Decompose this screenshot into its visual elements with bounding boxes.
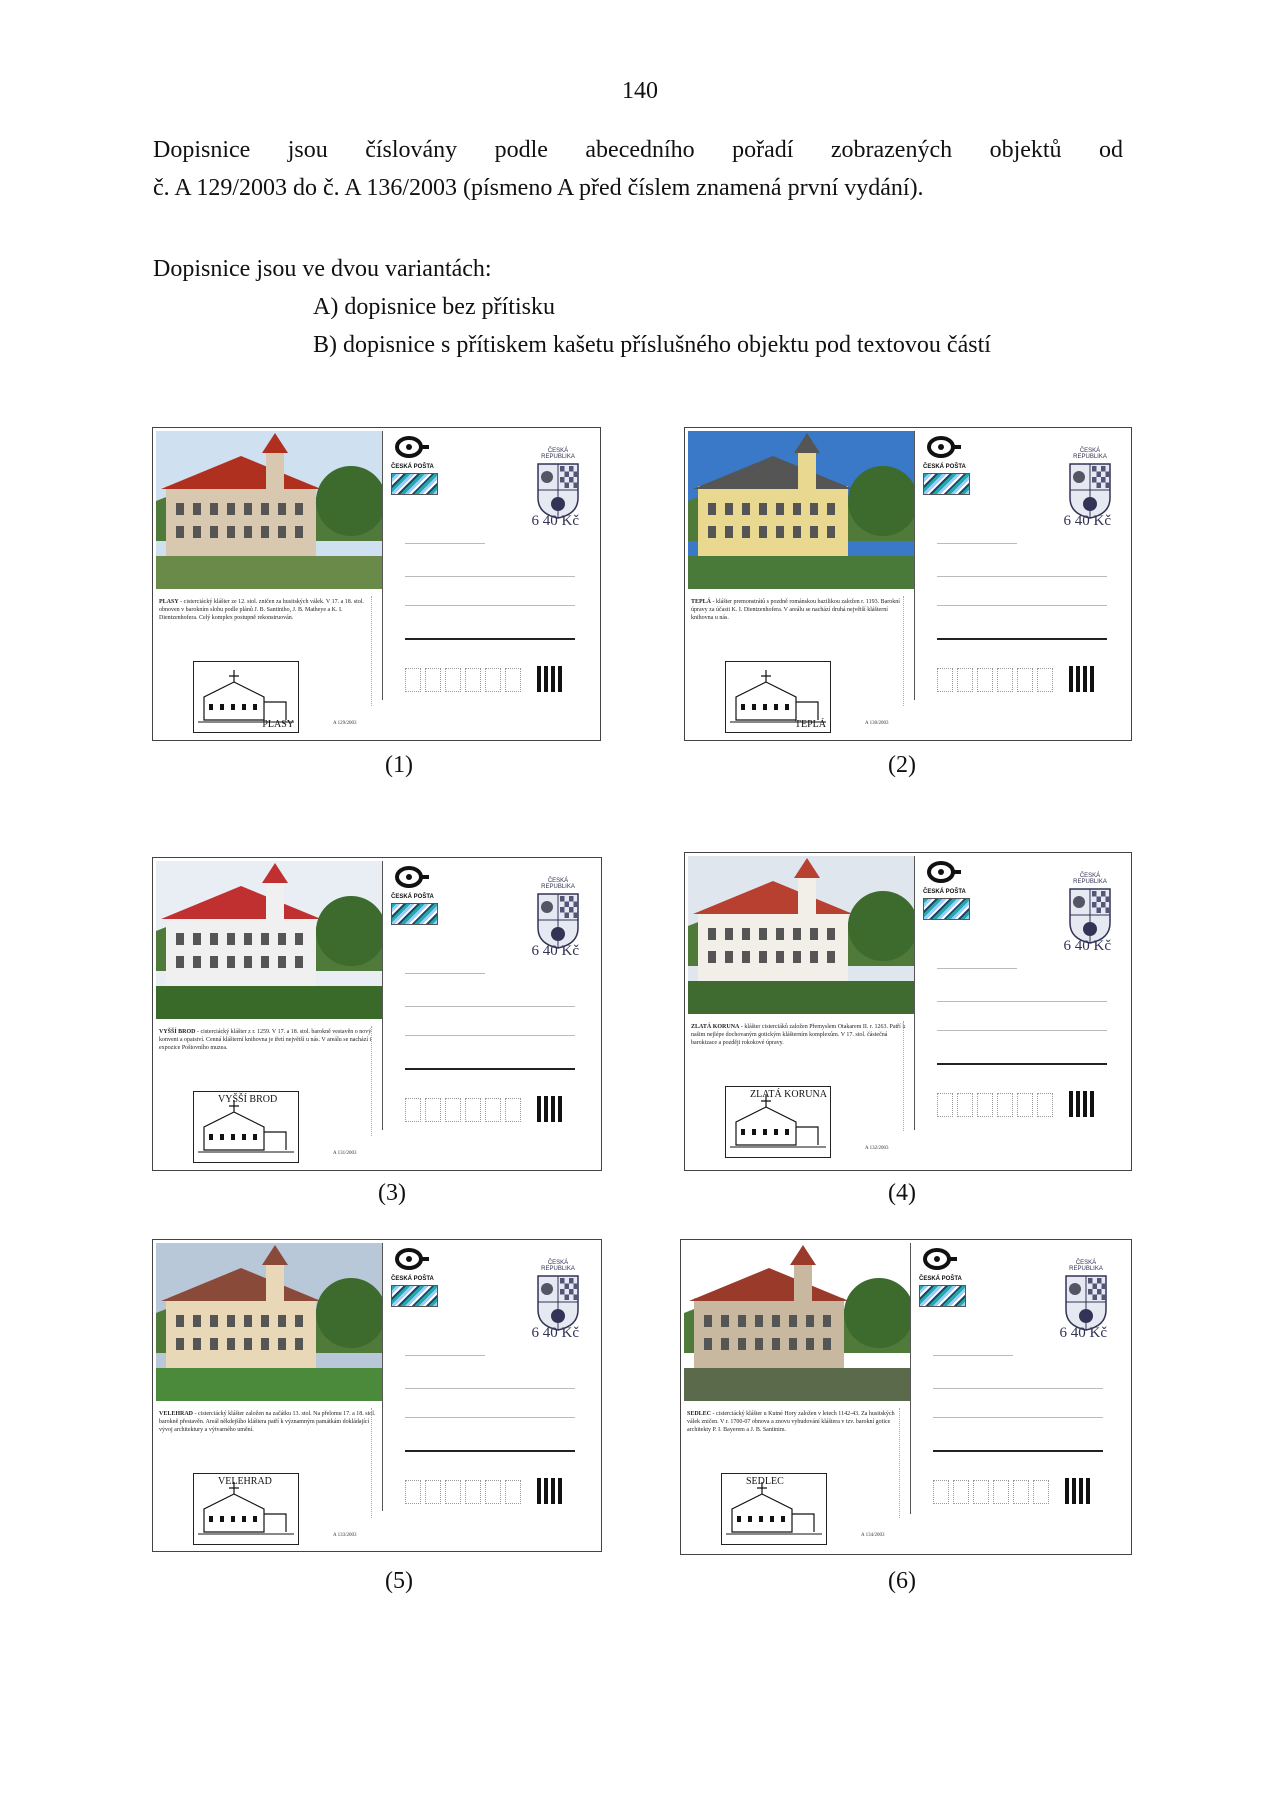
intro-word: jsou (287, 137, 328, 163)
postage-stamp (1063, 448, 1117, 530)
cachet-label: PLASY (262, 719, 294, 730)
cachet-box (725, 1086, 831, 1158)
postage-stamp (531, 448, 585, 530)
postcode-box (405, 1480, 421, 1504)
barcode-bar (544, 1478, 548, 1504)
address-line (937, 605, 1107, 606)
address-line (405, 576, 575, 577)
building-photo-icon (688, 431, 914, 589)
caption-title: PLASY (159, 599, 179, 605)
coat-of-arms-icon (1068, 887, 1112, 945)
stamp-value: 6 40 Kč (1063, 513, 1111, 529)
hologram-strip (391, 1285, 438, 1307)
address-line (937, 1001, 1107, 1002)
stamp-country: ČESKÁ REPUBLIKA (1069, 1260, 1103, 1272)
coat-of-arms-icon (536, 892, 580, 950)
address-line (405, 1006, 575, 1007)
vertical-imprint (903, 1021, 908, 1131)
barcode-bar (1079, 1478, 1083, 1504)
vertical-imprint (371, 596, 376, 706)
postcode-box (405, 1098, 421, 1122)
postcode-boxes (405, 1098, 521, 1122)
hologram-strip (923, 898, 970, 920)
barcode-bar (1090, 666, 1094, 692)
card-divider (914, 856, 915, 1130)
cachet-label: TEPLÁ (794, 719, 826, 730)
postcode-box (953, 1480, 969, 1504)
stamp-country: ČESKÁ REPUBLIKA (1073, 873, 1107, 885)
postcard-number: (3) (378, 1180, 406, 1206)
ceska-posta-logo (919, 1248, 969, 1307)
postcode-box (933, 1480, 949, 1504)
barcode-bar (1083, 666, 1087, 692)
postcard-number: (2) (888, 752, 916, 778)
card-code: A 130/2003 (865, 721, 889, 726)
postcard-caption (691, 598, 909, 622)
postcode-boxes (937, 1093, 1053, 1117)
barcode-bar (551, 666, 555, 692)
caption-title: TEPLÁ (691, 599, 712, 605)
postcode-box (977, 668, 993, 692)
barcode-bar (1090, 1091, 1094, 1117)
postcode-box (1033, 1480, 1049, 1504)
post-horn-icon (391, 436, 431, 458)
address-line (933, 1417, 1103, 1418)
card-divider (382, 861, 383, 1130)
logo-name: ČESKÁ POŠTA (391, 1276, 434, 1282)
intro-word: objektů (989, 137, 1062, 163)
postcode-box (977, 1093, 993, 1117)
postcard-photo (156, 431, 382, 589)
card-code: A 129/2003 (333, 721, 357, 726)
postcode-box (937, 668, 953, 692)
postcard-number: (6) (888, 1568, 916, 1594)
stamp-value: 6 40 Kč (531, 943, 579, 959)
building-photo-icon (156, 431, 382, 589)
postcode-boxes (933, 1480, 1049, 1504)
postcode-box (425, 668, 441, 692)
barcode-bar (1065, 1478, 1069, 1504)
logo-name: ČESKÁ POŠTA (391, 464, 434, 470)
hologram-strip (919, 1285, 966, 1307)
postcard-photo (688, 856, 914, 1014)
card-code: A 132/2003 (865, 1146, 889, 1151)
hologram-strip (391, 473, 438, 495)
barcode-bar (558, 1478, 562, 1504)
address-line (933, 1355, 1013, 1356)
coat-of-arms-icon (536, 462, 580, 520)
postcode-box (1017, 1093, 1033, 1117)
coat-of-arms-icon (1064, 1274, 1108, 1332)
postcode-box (445, 1098, 461, 1122)
address-line (405, 543, 485, 544)
address-line (405, 973, 485, 974)
cachet-box (193, 1473, 299, 1545)
intro-word: zobrazených (830, 137, 953, 163)
address-line (405, 638, 575, 640)
logo-name: ČESKÁ POŠTA (923, 464, 966, 470)
barcode-marks (1069, 666, 1094, 692)
postcard-caption (159, 598, 377, 622)
card-divider (914, 431, 915, 700)
address-line (937, 1030, 1107, 1031)
variants-list (153, 250, 991, 364)
intro-paragraph (153, 131, 1123, 207)
building-photo-icon (688, 856, 914, 1014)
card-code: A 134/2003 (861, 1533, 885, 1538)
address-line (405, 1355, 485, 1356)
barcode-bar (1069, 666, 1073, 692)
caption-title: SEDLEC (687, 1411, 712, 1417)
postcard-photo (688, 431, 914, 589)
building-photo-icon (156, 1243, 382, 1401)
coat-of-arms-icon (536, 1274, 580, 1332)
postcode-box (465, 1098, 481, 1122)
post-horn-icon (391, 866, 431, 888)
cachet-label: SEDLEC (746, 1476, 784, 1487)
logo-name: ČESKÁ POŠTA (391, 894, 434, 900)
post-horn-icon (923, 861, 963, 883)
barcode-bar (1076, 1091, 1080, 1117)
cachet-box (725, 661, 831, 733)
postcard (684, 852, 1132, 1171)
postcode-box (445, 668, 461, 692)
postcode-boxes (937, 668, 1053, 692)
postcode-box (485, 668, 501, 692)
postcode-box (505, 1098, 521, 1122)
barcode-bar (537, 1096, 541, 1122)
card-divider (382, 431, 383, 700)
postage-stamp (531, 878, 585, 960)
cachet-label: ZLATÁ KORUNA (750, 1089, 827, 1100)
card-code: A 131/2003 (333, 1151, 357, 1156)
barcode-bar (551, 1096, 555, 1122)
vertical-imprint (371, 1026, 376, 1136)
postcode-box (973, 1480, 989, 1504)
address-line (937, 638, 1107, 640)
vertical-imprint (371, 1408, 376, 1518)
caption-text: - cisterciácký klášter založen na začátku 13. stol. Na přelomu 17. a 18. stol. barokně přestavěn. Areál někdejšího kláštera patří k významným památkám dokládající vývoj architektury a výtvarného umění. (159, 1411, 376, 1433)
variant-option-a: A) dopisnice bez přítisku (313, 294, 555, 320)
ceska-posta-logo (923, 436, 973, 495)
address-line (405, 1068, 575, 1070)
caption-text: - cisterciácký klášter ze 12. stol. zničen za husitských válek. V 17. a 18. stol. obnoven v barokním slohu podle plánů J. B. Santiniho, J. B. Matheye a K. I. Dientzenhofera. Celý komplex postupně rekonstruován. (159, 599, 364, 621)
address-line (937, 576, 1107, 577)
intro-word: pořadí (732, 137, 794, 163)
postcode-box (1017, 668, 1033, 692)
barcode-bar (537, 1478, 541, 1504)
stamp-country: ČESKÁ REPUBLIKA (541, 448, 575, 460)
address-line (405, 605, 575, 606)
postcard-number: (1) (385, 752, 413, 778)
postcard-caption (691, 1023, 909, 1047)
caption-text: - cisterciácký klášter z r. 1259. V 17. a 18. stol. barokně vestavěn o nový konvent a opatství. Cenná klášterní knihovna je třetí největší u nás. V areálu se nachází i expozice Poštovního muzea. (159, 1029, 372, 1051)
barcode-bar (1086, 1478, 1090, 1504)
ceska-posta-logo (391, 866, 441, 925)
caption-title: ZLATÁ KORUNA (691, 1024, 740, 1030)
barcode-marks (1069, 1091, 1094, 1117)
address-line (937, 1063, 1107, 1065)
intro-line-2: č. A 129/2003 do č. A 136/2003 (písmeno A před číslem znamená první vydání). (153, 175, 924, 201)
intro-word: od (1099, 137, 1123, 163)
intro-word: abecedního (585, 137, 695, 163)
post-horn-icon (923, 436, 963, 458)
address-line (405, 1388, 575, 1389)
barcode-bar (551, 1478, 555, 1504)
postcard (152, 857, 602, 1171)
barcode-marks (537, 666, 562, 692)
postcard-caption (159, 1410, 377, 1434)
stamp-value: 6 40 Kč (531, 1325, 579, 1341)
post-horn-icon (919, 1248, 959, 1270)
hologram-strip (923, 473, 970, 495)
ceska-posta-logo (391, 436, 441, 495)
barcode-bar (544, 1096, 548, 1122)
cachet-box (721, 1473, 827, 1545)
barcode-bar (1069, 1091, 1073, 1117)
postcard-caption (687, 1410, 905, 1434)
vertical-imprint (899, 1408, 904, 1518)
cachet-box (193, 1091, 299, 1163)
barcode-bar (544, 666, 548, 692)
barcode-marks (537, 1096, 562, 1122)
post-horn-icon (391, 1248, 431, 1270)
postcode-box (405, 668, 421, 692)
card-divider (382, 1243, 383, 1511)
postcode-box (505, 668, 521, 692)
postcode-box (505, 1480, 521, 1504)
building-photo-icon (684, 1243, 910, 1401)
stamp-value: 6 40 Kč (1063, 938, 1111, 954)
variant-option-b: B) dopisnice s přítiskem kašetu příslušného objektu pod textovou částí (313, 332, 991, 358)
card-divider (910, 1243, 911, 1514)
postcode-box (997, 668, 1013, 692)
cachet-box (193, 661, 299, 733)
postcard-photo (684, 1243, 910, 1401)
postcode-box (957, 1093, 973, 1117)
address-line (937, 543, 1017, 544)
intro-word: podle (494, 137, 548, 163)
stamp-country: ČESKÁ REPUBLIKA (541, 878, 575, 890)
intro-word: Dopisnice (153, 137, 251, 163)
postcard-caption (159, 1028, 377, 1052)
ceska-posta-logo (391, 1248, 441, 1307)
cachet-label: VELEHRAD (218, 1476, 272, 1487)
hologram-strip (391, 903, 438, 925)
address-line (933, 1388, 1103, 1389)
postcard-number: (4) (888, 1180, 916, 1206)
barcode-marks (1065, 1478, 1090, 1504)
postcode-boxes (405, 1480, 521, 1504)
ceska-posta-logo (923, 861, 973, 920)
postcard-number: (5) (385, 1568, 413, 1594)
logo-name: ČESKÁ POŠTA (923, 889, 966, 895)
postcode-box (957, 668, 973, 692)
variants-heading: Dopisnice jsou ve dvou variantách: (153, 256, 492, 282)
postcode-box (465, 668, 481, 692)
barcode-marks (537, 1478, 562, 1504)
card-code: A 133/2003 (333, 1533, 357, 1538)
cachet-label: VYŠŠÍ BROD (218, 1094, 278, 1105)
postcard (680, 1239, 1132, 1555)
postage-stamp (1059, 1260, 1113, 1342)
postage-stamp (531, 1260, 585, 1342)
postcode-box (1013, 1480, 1029, 1504)
building-photo-icon (156, 861, 382, 1019)
postcode-box (425, 1098, 441, 1122)
postcode-box (997, 1093, 1013, 1117)
postcard-photo (156, 1243, 382, 1401)
address-line (405, 1450, 575, 1452)
postcode-box (1037, 668, 1053, 692)
caption-text: - klášter premonstrátů s pozdně románskou bazilikou založen r. 1193. Barokní úpravy za účasti K. I. Dientzenhofera. V areálu se nachází druhá největší klášterní knihovna u nás. (691, 599, 900, 621)
stamp-value: 6 40 Kč (1059, 1325, 1107, 1341)
postcode-box (485, 1098, 501, 1122)
postcard (152, 1239, 602, 1552)
postcard-photo (156, 861, 382, 1019)
page-number: 140 (622, 78, 658, 104)
postage-stamp (1063, 873, 1117, 955)
vertical-imprint (903, 596, 908, 706)
address-line (933, 1450, 1103, 1452)
address-line (405, 1035, 575, 1036)
postcard (684, 427, 1132, 741)
intro-word: číslovány (365, 137, 458, 163)
postcode-box (1037, 1093, 1053, 1117)
intro-line-1 (153, 131, 1123, 169)
postcode-box (937, 1093, 953, 1117)
caption-title: VYŠŠÍ BROD (159, 1029, 196, 1035)
barcode-bar (558, 1096, 562, 1122)
stamp-country: ČESKÁ REPUBLIKA (541, 1260, 575, 1272)
caption-title: VELEHRAD (159, 1411, 194, 1417)
barcode-bar (1076, 666, 1080, 692)
barcode-bar (1072, 1478, 1076, 1504)
postcode-box (993, 1480, 1009, 1504)
caption-text: - cisterciácký klášter u Kutné Hory založen v letech 1142-43. Za husitských válek zničen. V r. 1700-07 obnova a znovu vybudování kláštera v tzv. barokní gotice architekty P. I. Bayerem a J. B. Santinim. (687, 1411, 895, 1433)
postcard (152, 427, 601, 741)
address-line (405, 1417, 575, 1418)
postcode-boxes (405, 668, 521, 692)
barcode-bar (537, 666, 541, 692)
address-line (937, 968, 1017, 969)
caption-text: - klášter cisterciáků založen Přemyslem Otakarem II. r. 1263. Patří k našim nejlépe dochovaným gotickým klášterním komplexům. V 17. stol. částečná barokizace a později rokokové úpravy. (691, 1024, 906, 1046)
postcode-box (485, 1480, 501, 1504)
coat-of-arms-icon (1068, 462, 1112, 520)
stamp-country: ČESKÁ REPUBLIKA (1073, 448, 1107, 460)
postcode-box (425, 1480, 441, 1504)
postcode-box (465, 1480, 481, 1504)
logo-name: ČESKÁ POŠTA (919, 1276, 962, 1282)
barcode-bar (1083, 1091, 1087, 1117)
postcode-box (445, 1480, 461, 1504)
stamp-value: 6 40 Kč (531, 513, 579, 529)
barcode-bar (558, 666, 562, 692)
